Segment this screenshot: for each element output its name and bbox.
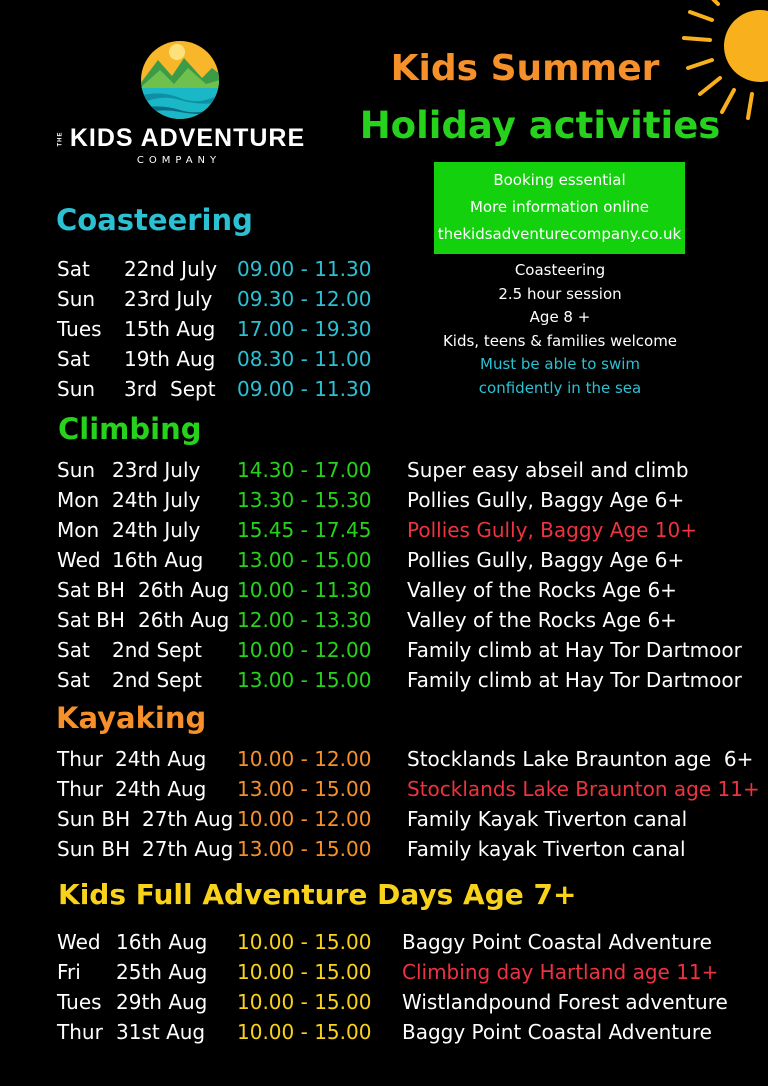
row-day: Sun BH — [57, 807, 131, 831]
row-time: 17.00 - 19.30 — [237, 317, 372, 341]
row-desc: Valley of the Rocks Age 6+ — [407, 578, 677, 602]
row-desc: Stocklands Lake Braunton age 6+ — [407, 747, 754, 771]
row-day: Sun BH — [57, 837, 131, 861]
kayaking-heading: Kayaking — [56, 701, 207, 735]
row-time: 10.00 - 15.00 — [237, 930, 372, 954]
row-time: 13.00 - 15.00 — [237, 837, 372, 861]
row-date: 26th Aug — [138, 608, 230, 632]
row-desc: Family climb at Hay Tor Dartmoor — [407, 638, 742, 662]
row-desc: Pollies Gully, Baggy Age 6+ — [407, 488, 685, 512]
booking-website: thekidsadventurecompany.co.uk — [437, 225, 682, 243]
logo-main-text: KIDS ADVENTURE — [69, 124, 306, 152]
row-date: 24th Aug — [115, 777, 207, 801]
booking-line-1: Booking essential — [493, 171, 626, 189]
row-desc: Baggy Point Coastal Adventure — [402, 930, 712, 954]
row-day: Sat — [57, 257, 90, 281]
row-day: Sat — [57, 668, 90, 692]
row-date: 25th Aug — [116, 960, 208, 984]
row-day: Sat BH — [57, 608, 125, 632]
info-line-3: Age 8 + — [529, 308, 591, 326]
row-day: Wed — [57, 548, 101, 572]
row-desc: Family climb at Hay Tor Dartmoor — [407, 668, 742, 692]
row-desc: Pollies Gully, Baggy Age 6+ — [407, 548, 685, 572]
logo-the: THE — [57, 131, 64, 147]
coasteering-heading: Coasteering — [56, 203, 253, 237]
row-time: 12.00 - 13.30 — [237, 608, 372, 632]
info-line-1: Coasteering — [514, 261, 606, 279]
row-day: Sun — [57, 377, 96, 401]
row-day: Sun — [57, 458, 96, 482]
row-date: 15th Aug — [124, 317, 216, 341]
row-day: Thur — [57, 747, 103, 771]
row-day: Sun — [57, 287, 96, 311]
row-time: 13.00 - 15.00 — [237, 548, 372, 572]
row-date: 2nd Sept — [112, 638, 202, 662]
booking-box — [434, 162, 685, 254]
row-day: Tues — [57, 990, 102, 1014]
row-day: Mon — [57, 518, 100, 542]
row-desc: Wistlandpound Forest adventure — [402, 990, 728, 1014]
row-desc: Stocklands Lake Braunton age 11+ — [407, 777, 760, 801]
row-day: Thur — [57, 1020, 103, 1044]
row-time: 09.00 - 11.30 — [237, 257, 372, 281]
row-desc: Valley of the Rocks Age 6+ — [407, 608, 677, 632]
row-date: 24th July — [112, 488, 201, 512]
row-date: 23rd July — [112, 458, 201, 482]
row-desc: Family kayak Tiverton canal — [407, 837, 686, 861]
info-line-5: Must be able to swim — [480, 355, 640, 373]
row-date: 31st Aug — [116, 1020, 206, 1044]
logo-wordmark — [44, 124, 314, 166]
info-line-6: confidently in the sea — [478, 378, 642, 397]
row-date: 16th Aug — [112, 548, 204, 572]
row-date: 27th Aug — [142, 807, 234, 831]
row-desc: Family Kayak Tiverton canal — [407, 807, 688, 831]
row-desc: Pollies Gully, Baggy Age 10+ — [407, 518, 697, 542]
title-line-1: Kids Summer — [390, 48, 660, 89]
row-date: 22nd July — [124, 257, 218, 281]
full-days-heading: Kids Full Adventure Days Age 7+ — [58, 878, 577, 911]
row-date: 2nd Sept — [112, 668, 202, 692]
row-time: 10.00 - 15.00 — [237, 990, 372, 1014]
row-day: Tues — [57, 317, 102, 341]
row-day: Fri — [57, 960, 81, 984]
row-time: 13.00 - 15.00 — [237, 668, 372, 692]
row-desc: Super easy abseil and climb — [407, 458, 689, 482]
row-date: 16th Aug — [116, 930, 208, 954]
row-date: 29th Aug — [116, 990, 208, 1014]
row-time: 10.00 - 15.00 — [237, 1020, 372, 1044]
info-line-4: Kids, teens & families welcome — [442, 331, 678, 350]
row-time: 13.30 - 15.30 — [237, 488, 372, 512]
row-day: Mon — [57, 488, 100, 512]
booking-line-2: More information online — [469, 198, 650, 216]
mountain-wave-logo-icon — [140, 40, 220, 120]
row-date: 19th Aug — [124, 347, 216, 371]
row-date: 24th Aug — [115, 747, 207, 771]
row-time: 09.30 - 12.00 — [237, 287, 372, 311]
row-date: 3rd Sept — [124, 377, 216, 401]
row-desc: Baggy Point Coastal Adventure — [402, 1020, 712, 1044]
title-line-2: Holiday activities — [359, 104, 721, 147]
row-date: 23rd July — [124, 287, 213, 311]
info-line-2: 2.5 hour session — [498, 284, 622, 303]
row-date: 27th Aug — [142, 837, 234, 861]
row-day: Sat — [57, 638, 90, 662]
row-time: 09.00 - 11.30 — [237, 377, 372, 401]
row-time: 10.00 - 12.00 — [237, 747, 372, 771]
row-time: 10.00 - 12.00 — [237, 638, 372, 662]
row-day: Thur — [57, 777, 103, 801]
row-time: 10.00 - 15.00 — [237, 960, 372, 984]
coasteering-info — [420, 259, 700, 400]
row-time: 10.00 - 12.00 — [237, 807, 372, 831]
row-time: 08.30 - 11.00 — [237, 347, 372, 371]
row-date: 24th July — [112, 518, 201, 542]
row-day: Wed — [57, 930, 101, 954]
row-day: Sat BH — [57, 578, 125, 602]
row-time: 15.45 - 17.45 — [237, 518, 372, 542]
row-desc: Climbing day Hartland age 11+ — [402, 960, 719, 984]
row-time: 13.00 - 15.00 — [237, 777, 372, 801]
row-day: Sat — [57, 347, 90, 371]
climbing-heading: Climbing — [58, 412, 202, 446]
row-time: 14.30 - 17.00 — [237, 458, 372, 482]
row-time: 10.00 - 11.30 — [237, 578, 372, 602]
row-date: 26th Aug — [138, 578, 230, 602]
logo-company-text: COMPANY — [136, 155, 222, 166]
